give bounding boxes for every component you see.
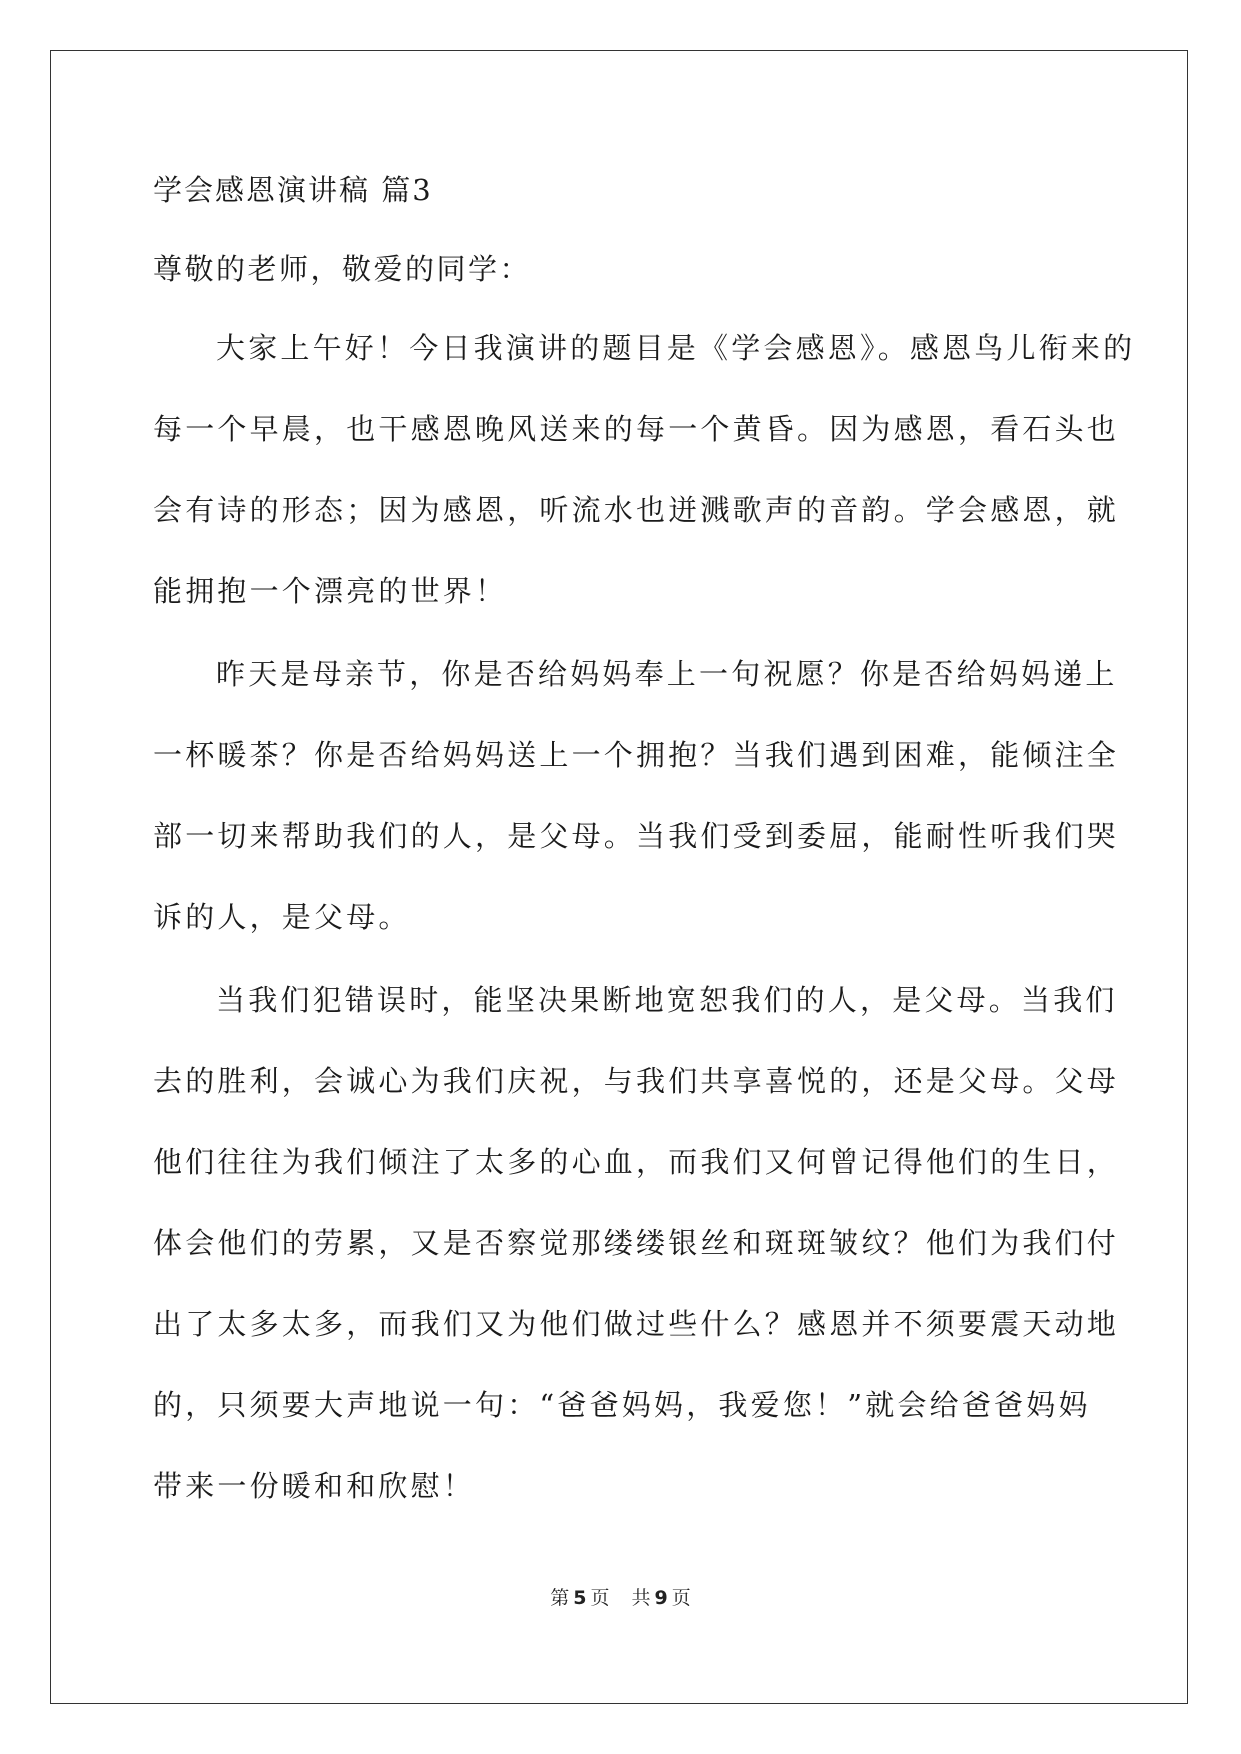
document-title: 学会感恩演讲稿 篇3: [153, 173, 433, 207]
paragraph-3: [153, 980, 1120, 1506]
paragraph-line: 能拥抱一个漂亮的世界！: [153, 574, 508, 608]
paragraph-line: 昨天是母亲节，你是否给妈妈奉上一句祝愿？你是否给妈妈递上: [216, 657, 1118, 691]
paragraph-line: 一杯暖茶？你是否给妈妈送上一个拥抱？当我们遇到困难，能倾注全: [153, 738, 1120, 772]
total-prefix: 共: [631, 1587, 651, 1609]
paragraph-line: 部一切来帮助我们的人，是父母。当我们受到委屈，能耐性听我们哭: [153, 819, 1120, 853]
paragraph-line: 大家上午好！今日我演讲的题目是《学会感恩》。感恩鸟儿衔来的: [216, 331, 1136, 365]
page-footer: [0, 1586, 1241, 1610]
paragraph-2: [153, 654, 1120, 937]
total-suffix: 页: [671, 1587, 691, 1609]
page-prefix: 第: [550, 1587, 570, 1609]
document-body: [153, 170, 1136, 1549]
paragraph-line: 体会他们的劳累，又是否察觉那缕缕银丝和斑斑皱纹？他们为我们付: [153, 1226, 1120, 1260]
current-page: 5: [573, 1587, 587, 1609]
salutation: 尊敬的老师，敬爱的同学：: [153, 252, 532, 286]
paragraph-1: [153, 328, 1136, 611]
total-count: 9: [654, 1587, 668, 1609]
paragraph-line: 当我们犯错误时，能坚决果断地宽恕我们的人，是父母。当我们: [216, 983, 1118, 1017]
paragraph-line: 诉的人，是父母。: [153, 900, 411, 934]
page-suffix: 页: [590, 1587, 610, 1609]
paragraph-line: 每一个早晨，也干感恩晚风送来的每一个黄昏。因为感恩，看石头也: [153, 412, 1120, 446]
paragraph-line: 他们往往为我们倾注了太多的心血，而我们又何曾记得他们的生日，: [153, 1145, 1120, 1179]
paragraph-line: 去的胜利，会诚心为我们庆祝，与我们共享喜悦的，还是父母。父母: [153, 1064, 1120, 1098]
page-number: [546, 1587, 613, 1609]
paragraph-line: 带来一份暖和和欣慰！: [153, 1469, 476, 1503]
paragraph-line: 出了太多太多，而我们又为他们做过些什么？感恩并不须要震天动地: [153, 1307, 1120, 1341]
paragraph-line: 的，只须要大声地说一句：“爸爸妈妈，我爱您！”就会给爸爸妈妈: [153, 1388, 1091, 1422]
paragraph-line: 会有诗的形态；因为感恩，听流水也迸溅歌声的音韵。学会感恩，就: [153, 493, 1120, 527]
total-pages: [628, 1587, 695, 1609]
